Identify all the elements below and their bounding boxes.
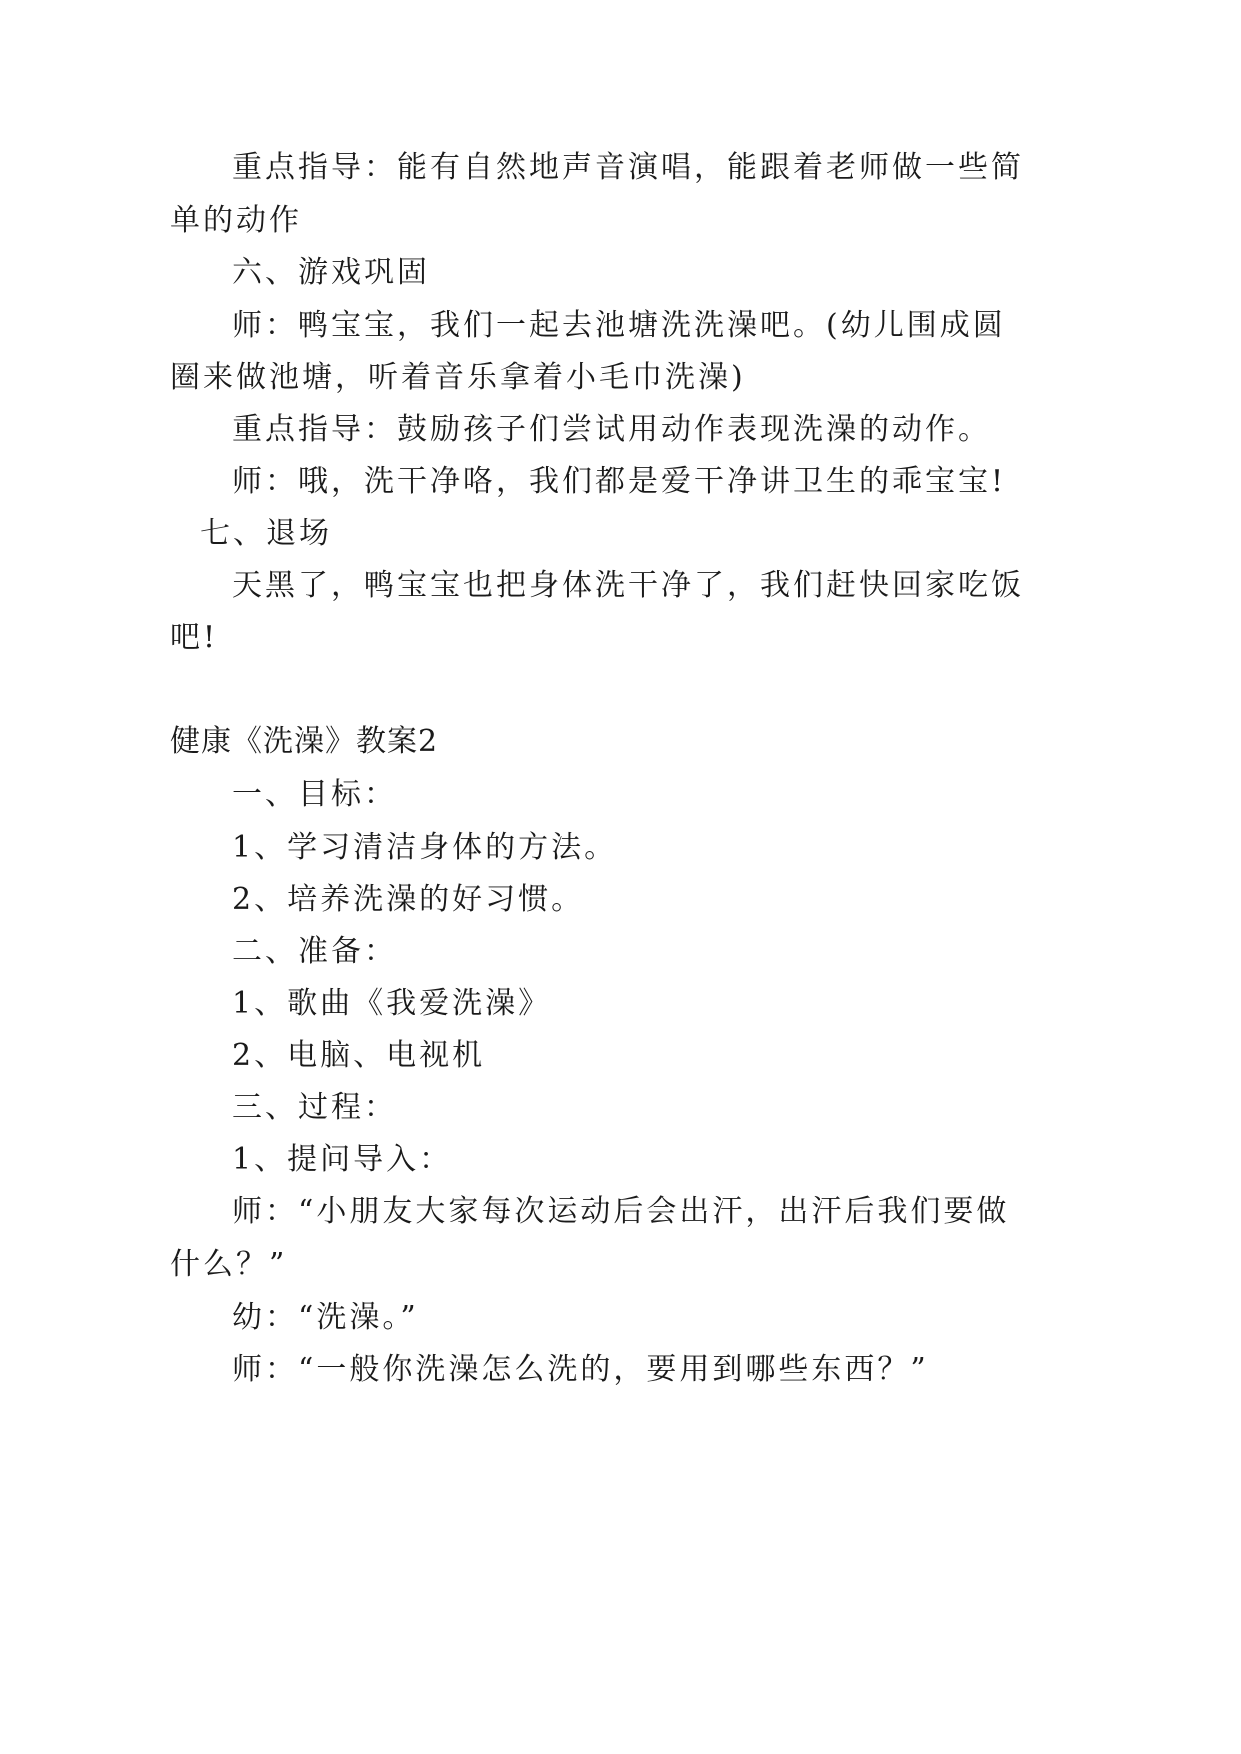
teacher-question-continuation: 什么？”: [170, 1247, 288, 1282]
goal-item: 2、培养洗澡的好习惯。: [232, 882, 585, 917]
teacher-dialogue-line: 师：鸭宝宝，我们一起去池塘洗洗澡吧。(幼儿围成圆: [232, 308, 1006, 343]
closing-paragraph-continuation: 吧!: [170, 620, 219, 655]
preparation-item: 2、电脑、电视机: [232, 1038, 486, 1073]
key-guidance-paragraph-line: 重点指导：能有自然地声音演唱，能跟着老师做一些简: [232, 150, 1024, 185]
preparation-item: 1、歌曲《我爱洗澡》: [232, 986, 552, 1021]
teacher-dialogue-continuation: 圈来做池塘，听着音乐拿着小毛巾洗澡): [170, 360, 746, 395]
process-step: 1、提问导入：: [232, 1142, 453, 1177]
lesson-plan-title: 健康《洗澡》教案2: [170, 724, 439, 759]
teacher-dialogue-line: 师：哦，洗干净咯，我们都是爱干净讲卫生的乖宝宝!: [232, 464, 1007, 499]
step-seven-heading: 七、退场: [200, 516, 332, 551]
goal-heading: 一、目标：: [232, 777, 397, 812]
child-answer-line: 幼：“洗澡。”: [232, 1300, 419, 1335]
goal-item: 1、学习清洁身体的方法。: [232, 830, 618, 865]
teacher-question-line: 师：“一般你洗澡怎么洗的，要用到哪些东西？”: [232, 1352, 929, 1387]
teacher-question-line: 师：“小朋友大家每次运动后会出汗，出汗后我们要做: [232, 1194, 1010, 1229]
closing-paragraph-line: 天黑了，鸭宝宝也把身体洗干净了，我们赶快回家吃饭: [232, 568, 1024, 603]
key-guidance-paragraph-continuation: 单的动作: [170, 203, 302, 238]
key-guidance-paragraph: 重点指导：鼓励孩子们尝试用动作表现洗澡的动作。: [232, 412, 991, 447]
process-heading: 三、过程：: [232, 1090, 397, 1125]
step-six-heading: 六、游戏巩固: [232, 255, 430, 290]
preparation-heading: 二、准备：: [232, 934, 397, 969]
